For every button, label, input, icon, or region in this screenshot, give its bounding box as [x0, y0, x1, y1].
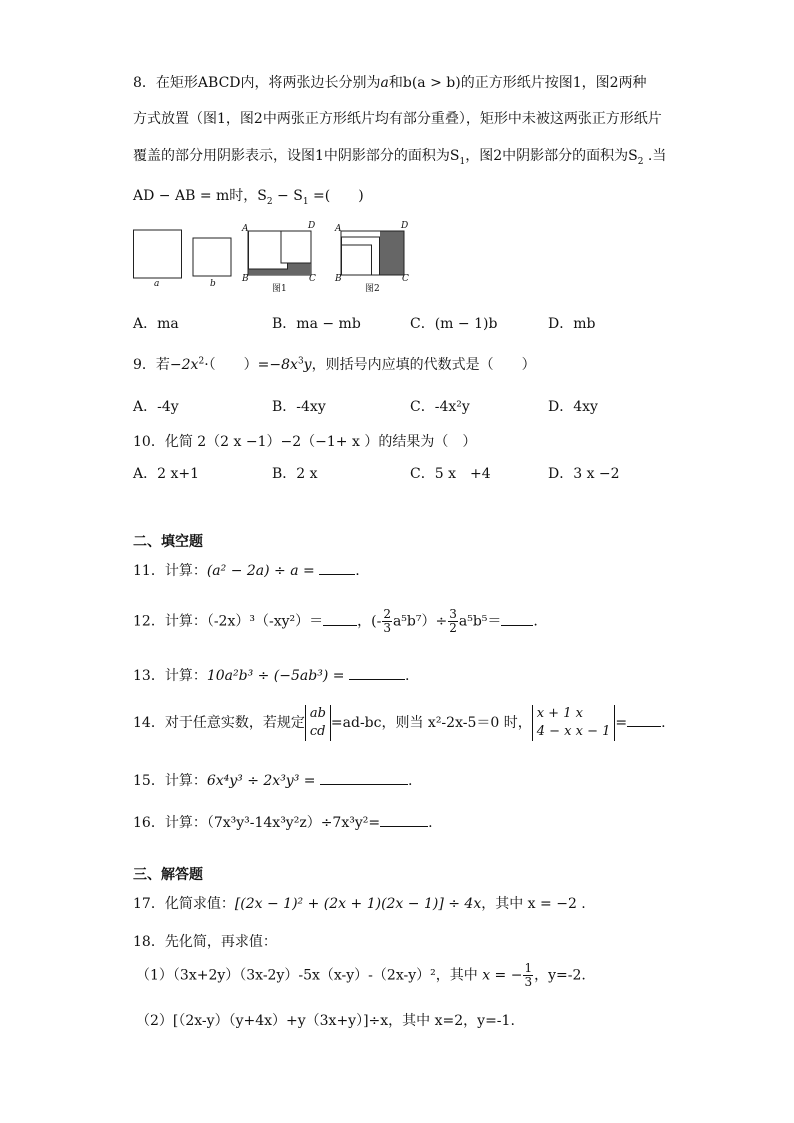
- q18-part1: （1）（3x+2y）（3x-2y）-5x（x-y）-（2x-y）²，其中 x = − $\frac{1}{3}$ ，y=-2.: [136, 961, 586, 989]
- label-b: b: [210, 279, 216, 289]
- fig2-caption: 图2: [365, 284, 380, 294]
- q15-blank[interactable]: [320, 770, 408, 785]
- q10-option-c[interactable]: C．5 x +4: [410, 466, 491, 482]
- q8-line3: 覆盖的部分用阴影表示，设图1中阴影部分的面积为$S_1$，图2中阴影部分的面积为$S_2$ .当: [133, 148, 667, 167]
- q16: 16．计算：（7x³y³-14x³y²z）÷7x³y²= .: [133, 812, 433, 832]
- q16-blank[interactable]: [380, 812, 428, 827]
- q12-blank-1[interactable]: [323, 611, 357, 626]
- label-a: a: [154, 279, 160, 289]
- q14-det-1: ab cd: [305, 705, 331, 741]
- q18-frac: $\frac{1}{3}$: [524, 961, 533, 989]
- q8-options: [133, 313, 693, 333]
- q10-option-b[interactable]: B．2 x: [272, 466, 318, 482]
- fig1-label-D: D: [308, 221, 316, 231]
- q8-line2: 方式放置（图1，图2中两张正方形纸片均有部分重叠），矩形中未被这两张正方形纸片: [133, 111, 662, 127]
- q13: 13．计算：10a²b³ ÷ (−5ab³) = .: [133, 665, 409, 685]
- fig1-caption: 图1: [272, 284, 287, 294]
- q14: 14．对于任意实数，若规定ab cd=ad-bc，则当 x²-2x-5＝0 时，x + 1 x 4 − x x − 1= .: [133, 706, 666, 739]
- q17: 17．化简求值：[(2x − 1)² + (2x + 1)(2x − 1)] ÷ 4x，其中 x = −2 .: [133, 896, 586, 912]
- fig1-square-b: [281, 231, 311, 263]
- fig1-label-B: B: [242, 274, 249, 284]
- q9-option-b[interactable]: B．-4xy: [272, 399, 326, 415]
- fig2-shade: [380, 231, 404, 275]
- fig2-label-D: D: [401, 221, 409, 231]
- q9-option-a[interactable]: A．-4y: [133, 399, 179, 415]
- q15: 15．计算：6x⁴y³ ÷ 2x³y³ = .: [133, 770, 412, 790]
- q10-options: [133, 463, 693, 483]
- q12-blank-2[interactable]: [501, 611, 533, 626]
- q9-option-d[interactable]: D．4xy: [548, 399, 598, 415]
- q12-frac-1: $\frac{2}{3}$: [383, 607, 391, 635]
- q8-option-b[interactable]: B．ma − mb: [272, 316, 361, 332]
- q11-blank[interactable]: [319, 560, 355, 575]
- fig1-label-C: C: [309, 274, 316, 284]
- q9-options: [133, 396, 693, 416]
- square-a: [134, 230, 182, 278]
- q8-option-c[interactable]: C．(m − 1)b: [410, 316, 498, 332]
- q13-blank[interactable]: [349, 665, 405, 680]
- fig2-label-B: B: [335, 274, 342, 284]
- q8-option-a[interactable]: A．ma: [133, 316, 179, 332]
- q10-option-d[interactable]: D．3 x −2: [548, 466, 620, 482]
- square-b: [193, 238, 231, 276]
- q8-line1: 8．在矩形ABCD内，将两张边长分别为a和b(a > b)的正方形纸片按图1，图2两种: [133, 75, 647, 91]
- section-solutions: 三、解答题: [133, 867, 203, 883]
- q8-figure: [133, 221, 423, 300]
- q8-option-d[interactable]: D．mb: [548, 316, 596, 332]
- q12: 12．计算：（-2x）³（-xy²）＝ ，(- $\frac{2}{3}$ a⁵b⁷）÷ $\frac{3}{2}$ a⁵b⁵＝ .: [133, 607, 538, 635]
- q10-option-a[interactable]: A．2 x+1: [133, 466, 200, 482]
- q18-part2: （2）[（2x-y）（y+4x）+y（3x+y）]÷x，其中 x=2，y=-1.: [136, 1013, 515, 1029]
- fig2-square-a: [342, 237, 380, 275]
- q14-blank[interactable]: [627, 712, 661, 727]
- q9-option-c[interactable]: C．-4x²y: [410, 399, 470, 415]
- fig1-label-A: A: [242, 224, 249, 234]
- q10-stem: 10．化简 2（2 x −1）−2（−1+ x ）的结果为（ ）: [133, 434, 477, 450]
- q11: 11．计算：(a² − 2a) ÷ a = .: [133, 560, 360, 580]
- fig2-label-A: A: [335, 224, 342, 234]
- section-fill-in: 二、填空题: [133, 534, 203, 550]
- q8-line4: AD − AB = m时，$S_2 - S_1$ =( ): [133, 188, 364, 207]
- q12-frac-2: $\frac{3}{2}$: [449, 607, 457, 635]
- q18-title: 18．先化简，再求值：: [133, 934, 277, 950]
- fig2-label-C: C: [402, 274, 409, 284]
- q9-stem: 9．若$-2x^2\cdot$（ ）$=-8x^3y$，则括号内应填的代数式是（ ）: [133, 356, 536, 373]
- q14-det-2: x + 1 x 4 − x x − 1: [532, 705, 616, 741]
